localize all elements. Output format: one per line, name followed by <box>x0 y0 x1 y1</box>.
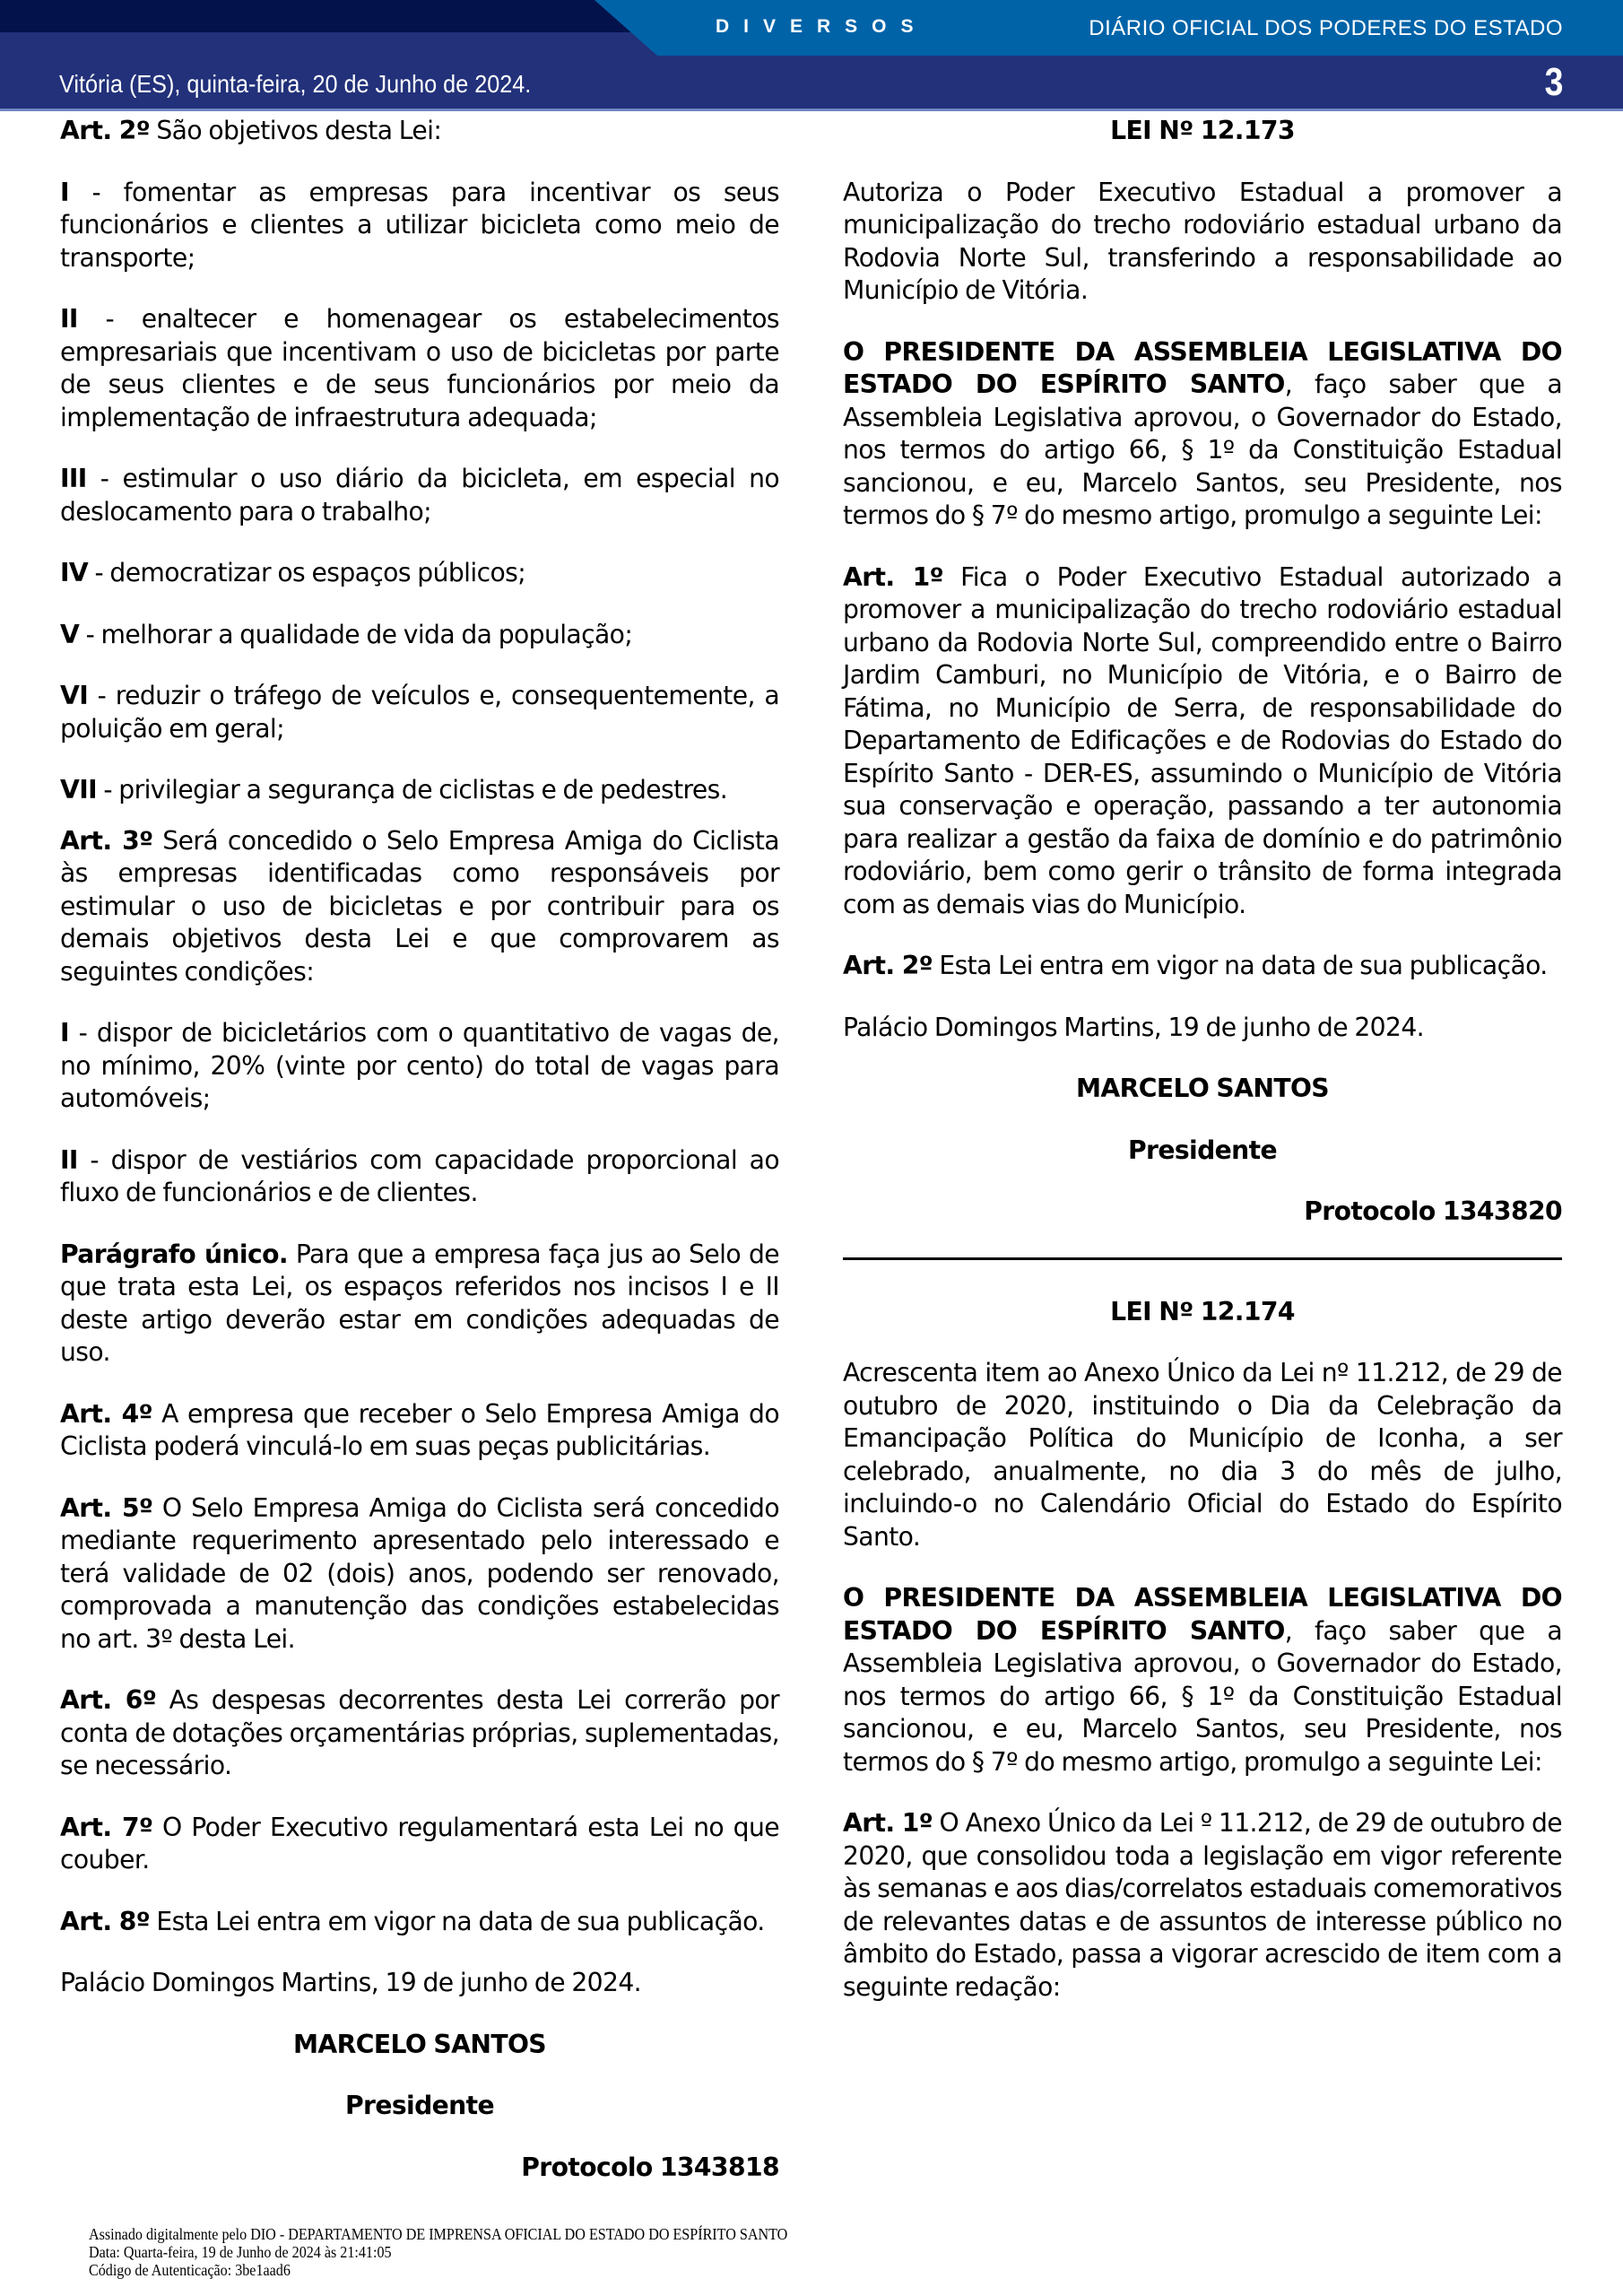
item-i: I - fomentar as empresas para incentivar os seus funcionários e clientes a utilizar bicicleta como meio de transporte; <box>60 177 779 273</box>
law-title-12174: LEI Nº 12.174 <box>1110 1296 1295 1326</box>
publication-date: Vitória (ES), quinta-feira, 20 de Junho de 2024. <box>59 70 532 98</box>
protocol-number: Protocolo 1343818 <box>521 2152 779 2182</box>
law-title-12173: LEI Nº 12.173 <box>1110 116 1295 145</box>
paragrafo-unico: Parágrafo único. Para que a empresa faça jus ao Selo de que trata esta Lei, os espaços referidos nos incisos I e II deste artigo deverão estar em condições adequadas de uso. <box>60 1239 779 1367</box>
article-6: Art. 6º As despesas decorrentes desta Lei correrão por conta de dotações orçamentárias próprias, suplementadas, se necessário. <box>60 1685 779 1780</box>
signer-role: Presidente <box>1127 1135 1278 1165</box>
article-7: Art. 7º O Poder Executivo regulamentará esta Lei no que couber. <box>60 1812 779 1874</box>
digital-signature-footer <box>89 2225 787 2279</box>
art3-item-i: I - dispor de bicicletários com o quantitativo de vagas de, no mínimo, 20% (vinte por cento) do total de vagas para automóveis; <box>60 1018 779 1113</box>
law-summary-12174: Acrescenta item ao Anexo Único da Lei nº 11.212, de 29 de outubro de 2020, instituindo o Dia da Celebração da Emancipação Política do Município de Iconha, a ser celebrado, anualmente, no dia 3 do mês de julho, incluindo-o no Calendário Oficial do Estado do Espírito Santo. <box>843 1358 1562 1552</box>
article-2: Art. 2º São objetivos desta Lei: <box>60 116 442 145</box>
article-5: Art. 5º O Selo Empresa Amiga do Ciclista será concedido mediante requerimento apresentado pelo interessado e terá validade de 02 (dois) anos, podendo ser renovado, comprovada a manutenção das condições estabelecidas no art. 3º desta Lei. <box>60 1492 779 1654</box>
journal-title: DIÁRIO OFICIAL DOS PODERES DO ESTADO <box>1089 16 1563 40</box>
page-header <box>0 0 1623 111</box>
item-iv: IV - democratizar os espaços públicos; <box>60 558 526 587</box>
page-number: 3 <box>1544 60 1563 104</box>
item-v: V - melhorar a qualidade de vida da população; <box>60 619 633 649</box>
place-date: Palácio Domingos Martins, 19 de junho de 2024. <box>843 1012 1425 1042</box>
place-date: Palácio Domingos Martins, 19 de junho de 2024. <box>60 1968 642 1997</box>
article-4: Art. 4º A empresa que receber o Selo Empresa Amiga do Ciclista poderá vinculá-lo em suas peças publicitárias. <box>60 1398 779 1461</box>
signer-role: Presidente <box>344 2091 495 2120</box>
footer-date: Data: Quarta-feira, 19 de Junho de 2024 às 21:41:05 <box>89 2243 392 2261</box>
footer-auth-code: Código de Autenticação: 3be1aad6 <box>89 2261 291 2279</box>
law-divider <box>843 1257 1562 1260</box>
signer-name: MARCELO SANTOS <box>292 2029 547 2059</box>
item-vi: VI - reduzir o tráfego de veículos e, consequentemente, a poluição em geral; <box>60 681 779 744</box>
law-12173-article-2: Art. 2º Esta Lei entra em vigor na data de sua publicação. <box>843 951 1548 980</box>
footer-signed-by: Assinado digitalmente pelo DIO - DEPARTAMENTO DE IMPRENSA OFICIAL DO ESTADO DO ESPÍRITO SANTO <box>89 2225 788 2243</box>
law-12174-article-1: Art. 1º O Anexo Único da Lei º 11.212, de 29 de outubro de 2020, que consolidou toda a legislação em vigor referente às semanas e aos dias/correlatos estaduais comemorativos de relevantes datas e de assuntos de interesse público no âmbito do Estado, passa a vigorar acrescido de item com a seguinte redação: <box>843 1808 1562 2002</box>
signer-name: MARCELO SANTOS <box>1075 1074 1330 1103</box>
section-label: DIVERSOS <box>716 16 928 37</box>
left-column <box>60 115 779 2213</box>
art3-item-ii: II - dispor de vestiários com capacidade proporcional ao fluxo de funcionários e de clientes. <box>60 1144 779 1207</box>
preamble-12174: O PRESIDENTE DA ASSEMBLEIA LEGISLATIVA DO ESTADO DO ESPÍRITO SANTO, faço saber que a Assembleia Legislativa aprovou, o Governador do Estado, nos termos do artigo 66, § 1º da Constituição Estadual sancionou, e eu, Marcelo Santos, seu Presidente, nos termos do § 7º do mesmo artigo, promulgo a seguinte Lei: <box>843 1583 1562 1777</box>
header-divider <box>0 109 1623 111</box>
article-3: Art. 3º Será concedido o Selo Empresa Amiga do Ciclista às empresas identificadas como responsáveis por estimular o uso de bicicletas e por contribuir para os demais objetivos desta Lei e que comprovarem as seguintes condições: <box>60 825 779 987</box>
item-ii: II - enaltecer e homenagear os estabelecimentos empresariais que incentivam o uso de bicicletas por parte de seus clientes e de seus funcionários por meio da implementação de infraestrutura adequada; <box>60 304 779 432</box>
item-iii: III - estimular o uso diário da bicicleta, em especial no deslocamento para o trabalho; <box>60 464 779 526</box>
preamble-12173: O PRESIDENTE DA ASSEMBLEIA LEGISLATIVA DO ESTADO DO ESPÍRITO SANTO, faço saber que a Assembleia Legislativa aprovou, o Governador do Estado, nos termos do artigo 66, § 1º da Constituição Estadual sancionou, e eu, Marcelo Santos, seu Presidente, nos termos do § 7º do mesmo artigo, promulgo a seguinte Lei: <box>843 336 1562 530</box>
law-summary-12173: Autoriza o Poder Executivo Estadual a promover a municipalização do trecho rodoviário estadual urbano da Rodovia Norte Sul, transferindo a responsabilidade ao Município de Vitória. <box>843 177 1562 305</box>
law-12173-article-1: Art. 1º Fica o Poder Executivo Estadual autorizado a promover a municipalização do trecho rodoviário estadual urbano da Rodovia Norte Sul, compreendido entre o Bairro Jardim Camburi, no Município de Vitória, e o Bairro de Fátima, no Município de Serra, de responsabilidade do Departamento de Edificações e de Rodovias do Estado do Espírito Santo - DER-ES, assumindo o Município de Vitória sua conservação e operação, passando a ter autonomia para realizar a gestão da faixa de domínio e do patrimônio rodoviário, bem como gerir o trânsito de forma integrada com as demais vias do Município. <box>843 561 1562 919</box>
protocol-number: Protocolo 1343820 <box>1304 1196 1562 1226</box>
right-column <box>843 115 1562 2032</box>
article-8: Art. 8º Esta Lei entra em vigor na data de sua publicação. <box>60 1906 765 1936</box>
item-vii: VII - privilegiar a segurança de ciclistas e de pedestres. <box>60 775 728 804</box>
